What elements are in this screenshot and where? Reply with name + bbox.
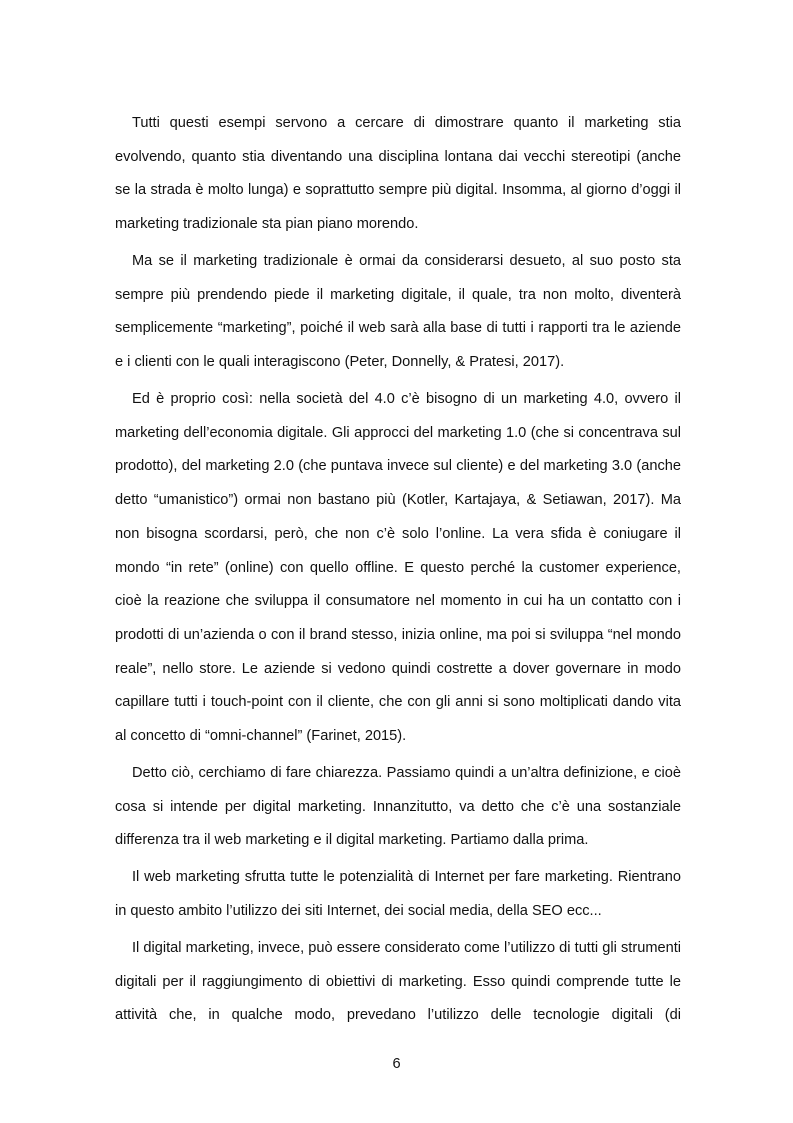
paragraph-5: Il web marketing sfrutta tutte le potenzialità di Internet per fare marketing. Rientrano in questo ambito l’utilizzo dei siti Internet, dei social media, della SEO ecc...	[115, 869, 681, 919]
paragraph-3: Ed è proprio così: nella società del 4.0 c’è bisogno di un marketing 4.0, ovvero il marketing dell’economia digitale. Gli approcci del marketing 1.0 (che si concentrava sul prodotto), del marketing 2.0 (che puntava invece sul cliente) e del marketing 3.0 (anche detto “umanistico”) ormai non bastano più (Kotler, Kartajaya, & Setiawan, 2017). Ma non bisogna scordarsi, però, che non c’è solo l’online. La vera sfida è coniugare il mondo “in rete” (online) con quello offline. E questo perché la customer experience, cioè la reazione che sviluppa il consumatore nel momento in cui ha un contatto con i prodotti di un’azienda o con il brand stesso, inizia online, ma poi si sviluppa “nel mondo reale”, nello store. Le aziende si vedono quindi costrette a dover governare in modo capillare tutti i touch-point con il cliente, che con gli anni si sono moltiplicati dando vita al concetto di “omni-channel” (Farinet, 2015).	[115, 391, 681, 745]
page-number: 6	[392, 1056, 401, 1072]
paragraph-4: Detto ciò, cerchiamo di fare chiarezza. Passiamo quindi a un’altra definizione, e cioè cosa si intende per digital marketing. Innanzitutto, va detto che c’è una sostanziale differenza tra il web marketing e il digital marketing. Partiamo dalla prima.	[115, 764, 681, 849]
body-text	[115, 107, 681, 1036]
paragraph-2: Ma se il marketing tradizionale è ormai da considerarsi desueto, al suo posto sta sempre più prendendo piede il marketing digitale, il quale, tra non molto, diventerà semplicemente “marketing”, poiché il web sarà alla base di tutti i rapporti tra le aziende e i clienti con le quali interagiscono (Peter, Donnelly, & Pratesi, 2017).	[115, 253, 681, 371]
paragraph-1: Tutti questi esempi servono a cercare di dimostrare quanto il marketing stia evolvendo, quanto stia diventando una disciplina lontana dai vecchi stereotipi (anche se la strada è molto lunga) e soprattutto sempre più digital. Insomma, al giorno d’oggi il marketing tradizionale sta pian piano morendo.	[115, 115, 681, 233]
paragraph-6: Il digital marketing, invece, può essere considerato come l’utilizzo di tutti gli strumenti digitali per il raggiungimento di obiettivi di marketing. Esso quindi comprende tutte le attività che, in qualche modo, prevedano l’utilizzo delle tecnologie digitali (di	[115, 939, 681, 1024]
